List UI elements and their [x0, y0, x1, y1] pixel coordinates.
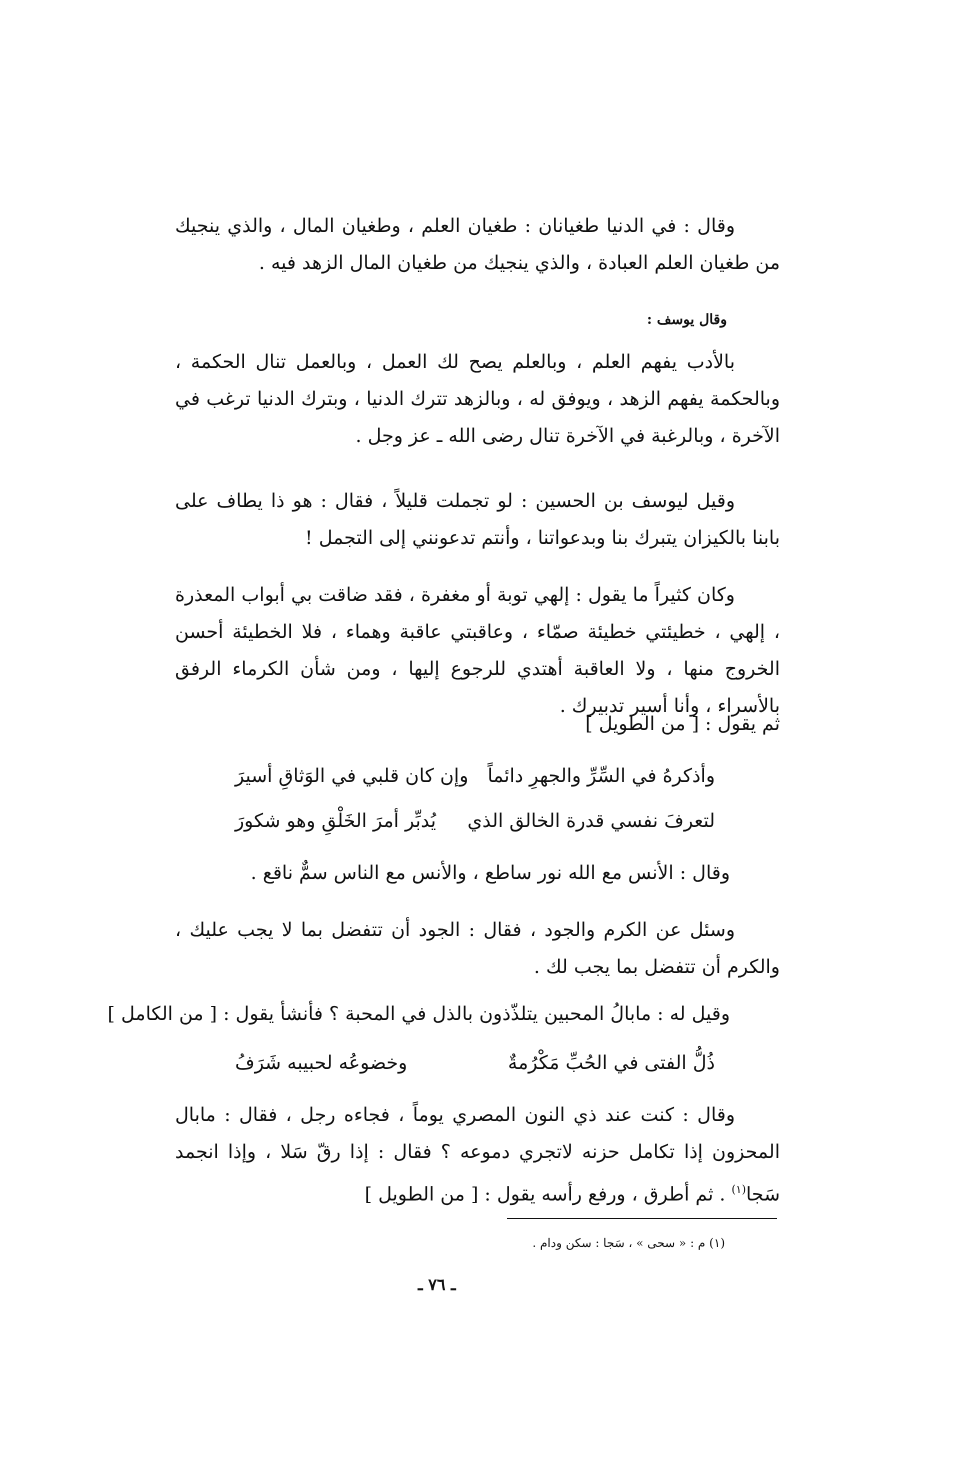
paragraph-text: . ثم أطرق ، ورفع رأسه يقول : [ من الطويل ] [364, 1183, 732, 1206]
paragraph-two-tyrannies: وقال : في الدنيا طغيانان : طغيان العلم ، وطغيان المال ، والذي ينجيك من طغيان العلم العبادة ، والذي ينجيك من طغيان المال الزهد فيه . [175, 215, 780, 274]
verse-line-1 [235, 765, 715, 787]
paragraph-dhu-al-nun [175, 1097, 780, 1213]
paragraph-generosity: وسئل عن الكرم والجود ، فقال : الجود أن تتفضل بما لا يجب عليك ، والكرم أن تتفضل بما يجب لك . [175, 919, 780, 978]
paragraph-supplication: وكان كثيراً ما يقول : إلهي توبة أو مغفرة ، فقد ضاقت بي أبواب المعذرة ، إلهي ، خطيئتي خطيئة صمّاء ، وعاقبتي عاقبة وهماء ، فلا الخطيئة أحسن الخروج منها ، ولا العاقبة أهتدي للرجوع إليها ، ومن شأن الكرماء الرفق بالأسراء ، وأنا أسير تدبيرك . [175, 584, 780, 717]
verse-hemistich: وأذكرهُ في السِّرِّ والجهرِ دائماً [487, 765, 715, 787]
meter-label-taweel: ثم يقول : [ من الطويل ] [585, 713, 780, 735]
footnote: (١) م : « سحى » ، سَجا : سكن ودام . [532, 1236, 725, 1250]
verse-hemistich: وإن كان قلبي في الوَثاقِ أسيرَ [235, 765, 469, 787]
paragraph-text: وقال : كنت عند ذي النون المصري يوماً ، فجاءه رجل ، فقال : مابال المحزون إذا تكامل حزنه لاتجري دموعه ؟ فقال : إذا رقّ سَلا ، وإذا انجمد سَجا [175, 1104, 780, 1206]
paragraph-etiquette: بالأدب يفهم العلم ، وبالعلم يصح لك العمل ، وبالعمل تنال الحكمة ، وبالحكمة يفهم الزهد ، ويوفق له ، وبالزهد تترك الدنيا ، وبترك الدنيا ترغب في الآخرة ، وبالرغبة في الآخرة تنال رضى الله ـ عز وجل . [175, 351, 780, 447]
paragraph-intimacy: وقال : الأنس مع الله نور ساطع ، والأنس مع الناس سمٌّ ناقع . [250, 862, 730, 884]
verse-hemistich: يُدبِّر أمرَ الخَلْقِ وهو شكورَ [235, 810, 437, 832]
page-number: ـ ٧٦ ـ [418, 1275, 456, 1294]
verse-hemistich: ذُلُّ الفتى في الحُبِّ مَكْرُمةٌ [507, 1052, 715, 1074]
footnote-ref: (١) [731, 1183, 747, 1196]
verse-hemistich: وخضوعُه لحبيبه شَرَفُ [235, 1052, 408, 1074]
paragraph-lovers: وقيل له : مابالُ المحبين يتلذّذون بالذل في المحبة ؟ فأنشأ يقول : [ من الكامل ] [107, 1003, 730, 1025]
section-heading: وقال يوسف : [646, 312, 727, 328]
paragraph-yusuf-adornment: وقيل ليوسف بن الحسين : لو تجملت قليلاً ، فقال : هو ذا يطاف على بابنا بالكيزان يتبرك بنا وبدعواتنا ، وأنتم تدعونني إلى التجمل ! [175, 490, 780, 549]
verse-hemistich: لتعرفَ نفسي قدرة الخالق الذي [467, 810, 715, 832]
verse-line-2 [235, 810, 715, 832]
verse-line-3 [235, 1052, 715, 1074]
footnote-divider [507, 1218, 777, 1219]
